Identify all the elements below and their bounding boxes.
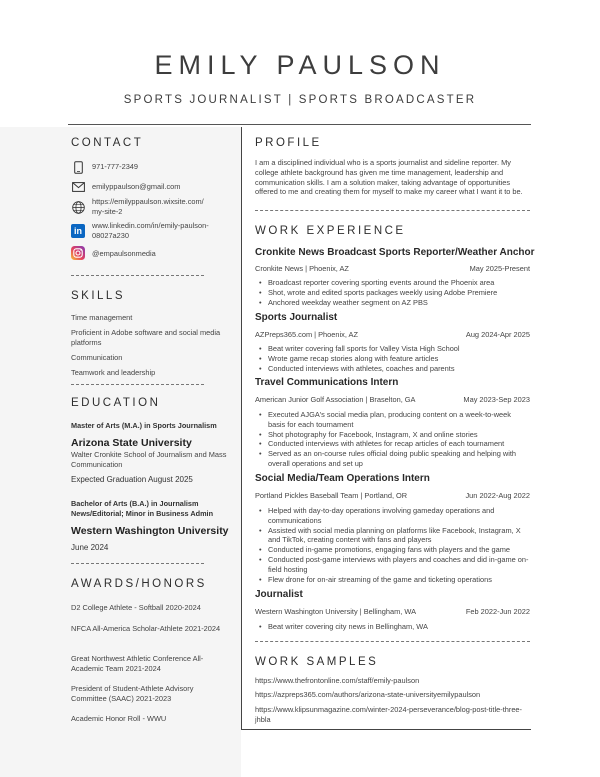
skills-heading: SKILLS: [71, 290, 125, 302]
job-org: Western Washington University | Bellingham, WA: [255, 607, 417, 616]
job-date: May 2023-Sep 2023: [463, 395, 530, 404]
degree-masters: Master of Arts (M.A.) in Sports Journalism: [71, 421, 217, 430]
job-title: Travel Communications Intern: [255, 377, 399, 388]
job-title: Social Media/Team Operations Intern: [255, 473, 430, 484]
linkedin-icon: in: [71, 224, 85, 238]
website-line-1: https://emilyppaulson.wixsite.com/: [92, 197, 204, 206]
grad-date-bachelors: June 2024: [71, 543, 109, 552]
job-bullet: • Conducted in-game promotions, engaging fans with players and the game: [255, 545, 530, 555]
phone-text: 971-777-2349: [92, 162, 139, 171]
job-meta: [255, 330, 530, 339]
job-title: Sports Journalist: [255, 312, 338, 323]
website-line-2: my-site-2: [92, 207, 123, 216]
job-meta: [255, 607, 530, 616]
school-asu-sub: Walter Cronkite School of Journalism and Mass Communication: [71, 450, 227, 469]
job-bullets: [255, 344, 530, 373]
job-meta: [255, 264, 530, 273]
job-date: Jun 2022-Aug 2022: [465, 491, 530, 500]
job-bullet: • Anchored weekday weather segment on AZ PBS: [255, 298, 530, 308]
sample-link[interactable]: https://www.thefrontonline.com/staff/emily-paulson: [255, 676, 420, 685]
job-date: May 2025-Present: [469, 264, 530, 273]
skill-item: Communication: [71, 353, 123, 362]
instagram-text[interactable]: @empaulsonmedia: [92, 249, 156, 258]
job-bullets: [255, 622, 530, 632]
job-bullets: [255, 506, 530, 584]
profile-heading: PROFILE: [255, 137, 322, 149]
job-org: American Junior Golf Association | Braselton, GA: [255, 395, 416, 404]
job-bullet: • Beat writer covering fall sports for Valley Vista High School: [255, 344, 530, 354]
divider-contact: [71, 275, 204, 276]
job-bullet: • Helped with day-to-day operations involving gameday operations and communications: [255, 506, 530, 526]
job-org: Portland Pickles Baseball Team | Portland, OR: [255, 491, 408, 500]
job-bullet: • Broadcast reporter covering sporting events around the Phoenix area: [255, 278, 530, 288]
divider-skills: [71, 384, 204, 385]
work-heading: WORK EXPERIENCE: [255, 225, 406, 237]
job-bullet: • Shot photography for Facebook, Instagram, X and online stories: [255, 430, 530, 440]
bottom-divider: [241, 729, 531, 730]
column-divider: [241, 127, 242, 730]
job-bullet: • Beat writer covering city news in Bellingham, WA: [255, 622, 530, 632]
email-text[interactable]: emilyppaulson@gmail.com: [92, 182, 181, 191]
divider-education: [71, 563, 204, 564]
job-meta: [255, 491, 530, 500]
website-text[interactable]: [92, 197, 204, 217]
job-bullets: [255, 278, 530, 307]
job-title: Cronkite News Broadcast Sports Reporter/Weather Anchor: [255, 247, 535, 258]
contact-instagram: [71, 246, 231, 260]
linkedin-text[interactable]: [92, 221, 209, 241]
contact-phone: [71, 160, 231, 174]
divider-profile: [255, 210, 530, 211]
header-divider: [68, 124, 531, 125]
job-bullets: [255, 410, 530, 469]
skill-item: Time management: [71, 313, 133, 322]
award-item: President of Student-Athlete Advisory Committee (SAAC) 2021-2023: [71, 684, 194, 703]
job-org: Cronkite News | Phoenix, AZ: [255, 264, 349, 273]
award-item: Academic Honor Roll - WWU: [71, 714, 167, 723]
linkedin-line-1: www.linkedin.com/in/emily-paulson-: [92, 221, 209, 230]
job-bullet: • Served as an on-course rules official doing public speaking and helping with overall operations and set up: [255, 449, 530, 469]
job-org: AZPreps365.com | Phoenix, AZ: [255, 330, 358, 339]
samples-heading: WORK SAMPLES: [255, 656, 379, 668]
school-wwu: Western Washington University: [71, 525, 229, 537]
job-bullet: • Conducted interviews with athletes, coaches and parents: [255, 364, 530, 374]
contact-heading: CONTACT: [71, 137, 144, 149]
job-bullet: • Wrote game recap stories along with feature articles: [255, 354, 530, 364]
skill-item: Teamwork and leadership: [71, 368, 156, 377]
contact-linkedin: [71, 221, 231, 241]
globe-icon: [71, 200, 85, 214]
award-item: NFCA All-America Scholar-Athlete 2021-2024: [71, 624, 221, 633]
job-bullet: • Shot, wrote and edited sports packages weekly using Adobe Premiere: [255, 288, 530, 298]
linkedin-line-2: 08027a230: [92, 231, 129, 240]
skill-item: Proficient in Adobe software and social media platforms: [71, 328, 221, 347]
job-bullet: • Flew drone for on-air streaming of the game and ticketing operations: [255, 575, 530, 585]
job-bullet: • Assisted with social media planning on platforms like Facebook, Instagram, X and TikTok, creating content with fans and players: [255, 526, 530, 546]
award-item: D2 College Athlete - Softball 2020-2024: [71, 603, 201, 612]
awards-heading: AWARDS/HONORS: [71, 578, 207, 590]
resume-name: EMILY PAULSON: [154, 50, 446, 80]
grad-date-masters: Expected Graduation August 2025: [71, 475, 193, 484]
contact-email: [71, 180, 231, 194]
divider-work: [255, 641, 530, 642]
degree-bachelors: Bachelor of Arts (B.A.) in Journalism News/Editorial; Minor in Business Admin: [71, 499, 214, 518]
job-title: Journalist: [255, 589, 303, 600]
contact-website: [71, 197, 231, 217]
job-meta: [255, 395, 530, 404]
job-date: Feb 2022-Jun 2022: [465, 607, 530, 616]
education-heading: EDUCATION: [71, 397, 161, 409]
resume-subtitle: SPORTS JOURNALIST | SPORTS BROADCASTER: [123, 94, 477, 106]
job-bullet: • Conducted post-game interviews with players and coaches and did in-game on-field hosting: [255, 555, 530, 575]
sample-link[interactable]: https://azpreps365.com/authors/arizona-state-universityemilypaulson: [255, 690, 481, 699]
school-asu: Arizona State University: [71, 437, 192, 449]
mail-icon: [71, 180, 85, 194]
phone-icon: [71, 160, 85, 174]
job-date: Aug 2024-Apr 2025: [465, 330, 530, 339]
award-item: Great Northwest Athletic Conference All-Academic Team 2021-2024: [71, 654, 204, 673]
job-bullet: • Conducted interviews with athletes for recap articles of each tournament: [255, 439, 530, 449]
sample-link[interactable]: https://www.klipsunmagazine.com/winter-2024-perseverance/blog-post-title-three-jhbla: [255, 705, 523, 724]
job-bullet: • Executed AJGA's social media plan, producing content on a week-to-week basis for each tournament: [255, 410, 530, 430]
instagram-icon: [71, 246, 85, 260]
profile-text: I am a disciplined individual who is a sports journalist and sideline reporter. My college athlete background has given me time management, leadership and communication skills. I am a solution maker, taking advantage of opportunities offered to me and creating them for myself to make my career what I want it to be.: [255, 158, 523, 197]
